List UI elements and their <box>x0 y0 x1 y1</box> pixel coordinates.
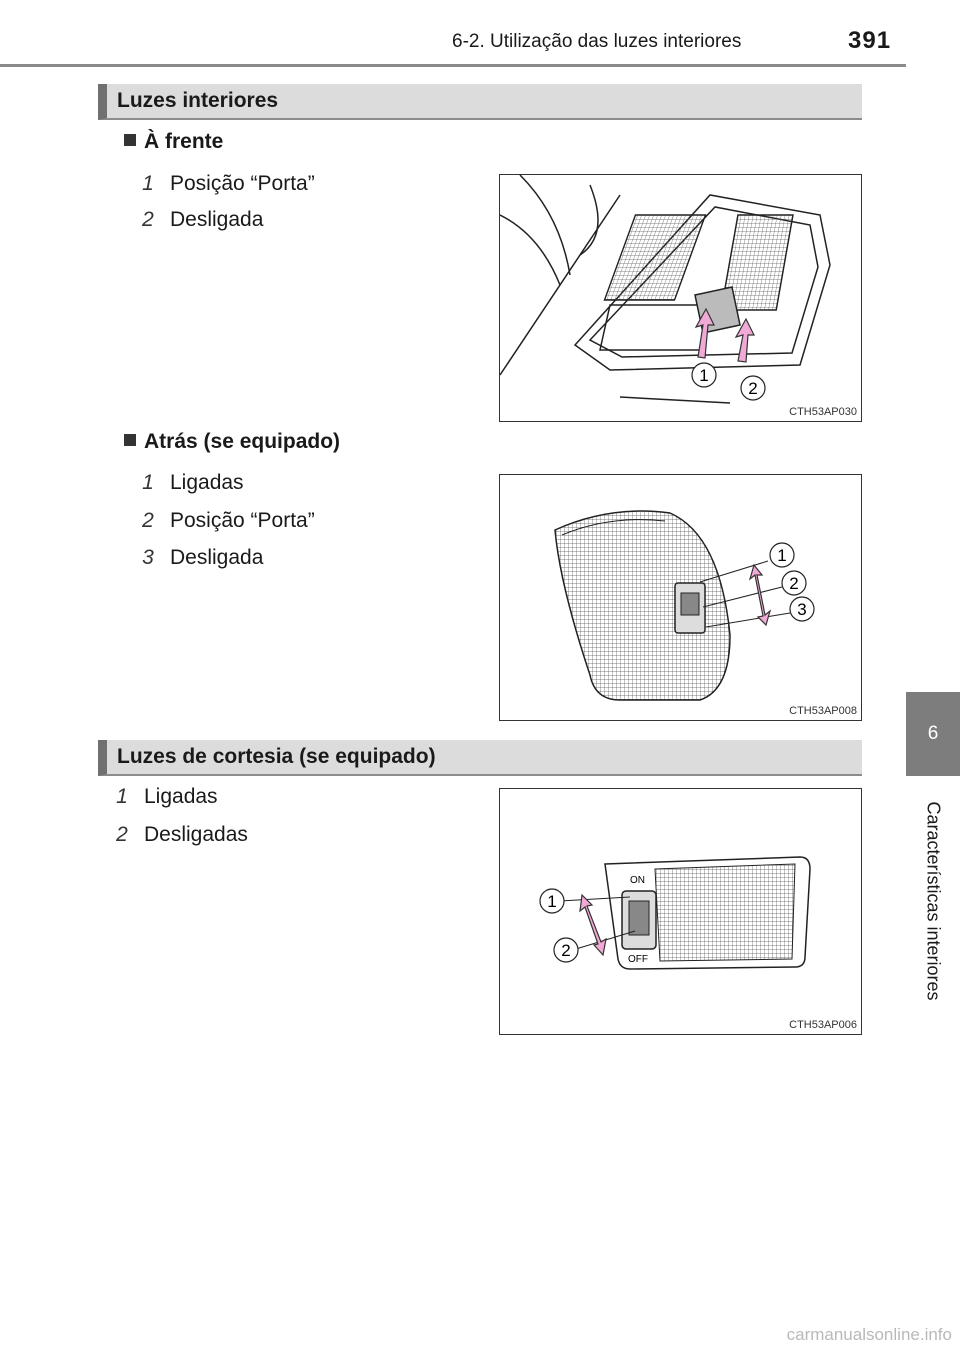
list-item <box>138 208 263 232</box>
figure-code: CTH53AP008 <box>789 705 857 717</box>
callout-1: 1 <box>777 546 787 565</box>
callout-1: 1 <box>547 892 557 911</box>
item-number: 3 <box>142 546 154 569</box>
header-divider <box>0 64 906 67</box>
chapter-title-vertical <box>906 776 960 1026</box>
section-title: 6-2. Utilização das luzes interiores <box>452 31 742 52</box>
item-label: Posição “Porta” <box>170 509 315 532</box>
item-number: 1 <box>116 785 128 808</box>
item-label: Posição “Porta” <box>170 172 315 195</box>
item-number: 1 <box>142 172 154 195</box>
figure-rear-light <box>499 474 862 721</box>
list-item <box>112 785 218 809</box>
figure-code: CTH53AP006 <box>789 1019 857 1031</box>
callout-2: 2 <box>561 941 571 960</box>
section-heading-text: Luzes de cortesia (se equipado) <box>117 745 436 768</box>
item-number: 2 <box>116 823 128 846</box>
arrow-rear-switch <box>750 565 770 625</box>
watermark: carmanualsonline.info <box>786 1325 952 1344</box>
switch-label-off: OFF <box>628 954 648 965</box>
square-bullet-icon <box>124 434 136 446</box>
chapter-number: 6 <box>927 723 939 744</box>
list-item <box>138 546 263 570</box>
callout-3: 3 <box>797 600 807 619</box>
switch-label-on: ON <box>630 875 645 886</box>
list-item <box>138 172 315 196</box>
callout-1: 1 <box>699 366 709 385</box>
subheading-front-text: À frente <box>144 130 224 153</box>
section-heading-interior-lights <box>98 84 862 120</box>
square-bullet-icon <box>124 134 136 146</box>
item-number: 2 <box>142 208 154 231</box>
item-label: Desligadas <box>144 823 248 846</box>
item-number: 2 <box>142 509 154 532</box>
figure-front-overhead-light <box>499 174 862 422</box>
figure-courtesy-light <box>499 788 862 1035</box>
subheading-rear-text: Atrás (se equipado) <box>144 430 341 453</box>
section-heading-courtesy-lights <box>98 740 862 776</box>
courtesy-light-illustration <box>500 789 863 1036</box>
item-label: Ligadas <box>144 785 218 808</box>
item-label: Desligada <box>170 208 264 231</box>
arrow-courtesy-switch <box>580 895 606 955</box>
item-number: 1 <box>142 471 154 494</box>
chapter-tab[interactable] <box>906 692 960 776</box>
front-overhead-illustration <box>500 175 863 423</box>
list-item <box>138 471 244 495</box>
item-label: Ligadas <box>170 471 244 494</box>
callout-2: 2 <box>748 379 758 398</box>
chapter-title: Características interiores <box>923 801 944 1001</box>
figure-code: CTH53AP030 <box>789 406 857 418</box>
list-item <box>112 823 248 847</box>
item-label: Desligada <box>170 546 264 569</box>
page-number: 391 <box>848 27 892 54</box>
section-heading-text: Luzes interiores <box>117 89 279 112</box>
rear-light-illustration <box>500 475 863 722</box>
list-item <box>138 509 315 533</box>
subheading-rear <box>124 430 340 454</box>
subheading-front <box>124 130 223 154</box>
callout-2: 2 <box>789 574 799 593</box>
